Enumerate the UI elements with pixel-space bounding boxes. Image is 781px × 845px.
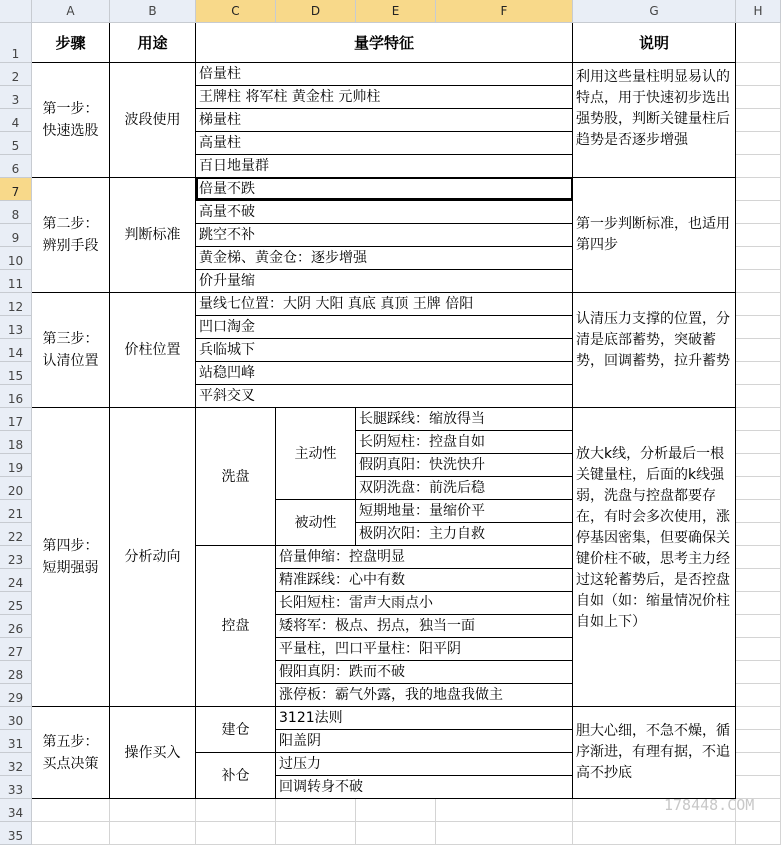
empty-cell[interactable]: [736, 454, 781, 477]
row-header[interactable]: 22: [0, 523, 32, 546]
column-header[interactable]: B: [110, 0, 196, 23]
row-header[interactable]: 30: [0, 707, 32, 730]
feature-cell[interactable]: 假阳真阴：跌而不破: [276, 661, 573, 684]
row-header[interactable]: 7: [0, 178, 32, 201]
feature-cell[interactable]: 阳盖阴: [276, 730, 573, 753]
empty-cell[interactable]: [356, 822, 436, 845]
control-label[interactable]: 控盘: [196, 546, 276, 707]
step5-use[interactable]: 操作买入: [110, 707, 196, 799]
empty-cell[interactable]: [736, 270, 781, 293]
active-cell-cursor: [196, 177, 573, 200]
row-header[interactable]: 28: [0, 661, 32, 684]
empty-cell[interactable]: [736, 546, 781, 569]
step3-use[interactable]: 价柱位置: [110, 293, 196, 408]
empty-cell[interactable]: [736, 178, 781, 201]
feature-cell[interactable]: 量线七位置：大阴 大阳 真底 真顶 王牌 倍阳: [196, 293, 573, 316]
row-header[interactable]: 10: [0, 247, 32, 270]
feature-cell[interactable]: 矮将军：极点、拐点，独当一面: [276, 615, 573, 638]
wash-active-label[interactable]: 主动性: [276, 408, 356, 500]
step5-cell[interactable]: 第五步：买点决策: [32, 707, 110, 799]
feature-cell[interactable]: 长腿踩线：缩放得当: [356, 408, 573, 431]
header-use[interactable]: 用途: [110, 23, 196, 63]
row-header[interactable]: 4: [0, 109, 32, 132]
empty-cell[interactable]: [736, 86, 781, 109]
empty-cell[interactable]: [573, 822, 736, 845]
column-header[interactable]: A: [32, 0, 110, 23]
empty-cell[interactable]: [736, 753, 781, 776]
empty-cell[interactable]: [736, 201, 781, 224]
build-label[interactable]: 建仓: [196, 707, 276, 753]
step4-cell[interactable]: 第四步：短期强弱: [32, 408, 110, 707]
feature-cell[interactable]: 凹口淘金: [196, 316, 573, 339]
column-header[interactable]: F: [436, 0, 573, 23]
row-header[interactable]: 12: [0, 293, 32, 316]
feature-cell[interactable]: 长阴短柱：控盘自如: [356, 431, 573, 454]
feature-cell[interactable]: 站稳凹峰: [196, 362, 573, 385]
row-header[interactable]: 14: [0, 339, 32, 362]
empty-cell[interactable]: [736, 477, 781, 500]
feature-cell[interactable]: 涨停板：霸气外露，我的地盘我做主: [276, 684, 573, 707]
feature-cell[interactable]: 极阴次阳：主力自救: [356, 523, 573, 546]
row-header[interactable]: 21: [0, 500, 32, 523]
empty-cell[interactable]: [736, 638, 781, 661]
empty-cell[interactable]: [736, 592, 781, 615]
empty-cell[interactable]: [110, 822, 196, 845]
select-all-corner[interactable]: [0, 0, 32, 23]
empty-cell[interactable]: [436, 822, 573, 845]
feature-cell[interactable]: 双阴洗盘：前洗后稳: [356, 477, 573, 500]
row-header[interactable]: 8: [0, 201, 32, 224]
empty-cell[interactable]: [276, 799, 356, 822]
wash-passive-label[interactable]: 被动性: [276, 500, 356, 546]
feature-cell[interactable]: 短期地量：量缩价平: [356, 500, 573, 523]
empty-cell[interactable]: [196, 822, 276, 845]
row-header[interactable]: 29: [0, 684, 32, 707]
watermark: 178448.COM: [664, 796, 755, 814]
step5-note[interactable]: 胆大心细，不急不燥，循序渐进，有理有据，不追高不抄底: [573, 707, 736, 799]
header-note[interactable]: 说明: [573, 23, 736, 63]
empty-cell[interactable]: [736, 109, 781, 132]
feature-cell[interactable]: 百日地量群: [196, 155, 573, 178]
row-header[interactable]: 2: [0, 63, 32, 86]
empty-cell[interactable]: [32, 822, 110, 845]
step1-cell[interactable]: 第一步：快速选股: [32, 63, 110, 178]
row-header[interactable]: 25: [0, 592, 32, 615]
feature-cell[interactable]: 黄金梯、黄金仓：逐步增强: [196, 247, 573, 270]
empty-cell[interactable]: [436, 799, 573, 822]
step1-use[interactable]: 波段使用: [110, 63, 196, 178]
row-header[interactable]: 31: [0, 730, 32, 753]
row-header[interactable]: 16: [0, 385, 32, 408]
empty-cell[interactable]: [736, 569, 781, 592]
feature-cell[interactable]: 倍量柱: [196, 63, 573, 86]
row-header[interactable]: 24: [0, 569, 32, 592]
empty-cell[interactable]: [356, 799, 436, 822]
empty-cell[interactable]: [736, 408, 781, 431]
empty-cell[interactable]: [736, 362, 781, 385]
row-header[interactable]: 1: [0, 23, 32, 63]
feature-cell[interactable]: 精准踩线：心中有数: [276, 569, 573, 592]
column-header[interactable]: E: [356, 0, 436, 23]
empty-cell[interactable]: [736, 293, 781, 316]
row-header[interactable]: 13: [0, 316, 32, 339]
row-header[interactable]: 19: [0, 454, 32, 477]
feature-cell[interactable]: 过压力: [276, 753, 573, 776]
header-feature[interactable]: 量学特征: [196, 23, 573, 63]
step2-use[interactable]: 判断标准: [110, 178, 196, 293]
column-header[interactable]: G: [573, 0, 736, 23]
feature-cell[interactable]: 高量柱: [196, 132, 573, 155]
empty-cell[interactable]: [32, 799, 110, 822]
empty-cell[interactable]: [736, 385, 781, 408]
empty-cell[interactable]: [736, 23, 781, 63]
empty-cell[interactable]: [736, 224, 781, 247]
header-step[interactable]: 步骤: [32, 23, 110, 63]
row-header[interactable]: 33: [0, 776, 32, 799]
empty-cell[interactable]: [736, 822, 781, 845]
feature-cell[interactable]: 王牌柱 将军柱 黄金柱 元帅柱: [196, 86, 573, 109]
step3-cell[interactable]: 第三步：认清位置: [32, 293, 110, 408]
feature-cell[interactable]: 价升量缩: [196, 270, 573, 293]
feature-cell[interactable]: 回调转身不破: [276, 776, 573, 799]
empty-cell[interactable]: [736, 339, 781, 362]
empty-cell[interactable]: [736, 523, 781, 546]
column-header[interactable]: H: [736, 0, 781, 23]
feature-cell[interactable]: 长阳短柱：雷声大雨点小: [276, 592, 573, 615]
feature-cell[interactable]: 兵临城下: [196, 339, 573, 362]
row-header[interactable]: 27: [0, 638, 32, 661]
empty-cell[interactable]: [736, 707, 781, 730]
feature-cell[interactable]: 倍量不跌: [196, 178, 573, 201]
step1-note[interactable]: 利用这些量柱明显易认的特点，用于快速初步选出强势股，判断关键量柱后趋势是否逐步增强: [573, 63, 736, 178]
feature-cell[interactable]: 平量柱，凹口平量柱：阳平阴: [276, 638, 573, 661]
empty-cell[interactable]: [736, 615, 781, 638]
row-header[interactable]: 9: [0, 224, 32, 247]
step4-note[interactable]: 放大k线，分析最后一根关键量柱，后面的k线强弱，洗盘与控盘都要存在，有时会多次使用，涨停基因密集，但要确保关键价柱不破，思考主力经过这轮蓄势后，是否控盘自如（如：缩量情况价柱自如上下）: [573, 408, 736, 707]
empty-cell[interactable]: [736, 155, 781, 178]
row-header[interactable]: 18: [0, 431, 32, 454]
feature-cell[interactable]: 梯量柱: [196, 109, 573, 132]
column-header[interactable]: C: [196, 0, 276, 23]
empty-cell[interactable]: [736, 500, 781, 523]
feature-cell[interactable]: 跳空不补: [196, 224, 573, 247]
row-header[interactable]: 23: [0, 546, 32, 569]
step2-note[interactable]: 第一步判断标准，也适用第四步: [573, 178, 736, 293]
feature-cell[interactable]: 3121法则: [276, 707, 573, 730]
row-header[interactable]: 11: [0, 270, 32, 293]
step2-cell[interactable]: 第二步：辨别手段: [32, 178, 110, 293]
feature-cell[interactable]: 假阴真阳：快洗快升: [356, 454, 573, 477]
step4-use[interactable]: 分析动向: [110, 408, 196, 707]
column-header[interactable]: D: [276, 0, 356, 23]
add-label[interactable]: 补仓: [196, 753, 276, 799]
step3-note[interactable]: 认清压力支撑的位置，分清是底部蓄势，突破蓄势，回调蓄势，拉升蓄势: [573, 293, 736, 408]
row-header[interactable]: 3: [0, 86, 32, 109]
row-header[interactable]: 17: [0, 408, 32, 431]
feature-cell[interactable]: 倍量伸缩：控盘明显: [276, 546, 573, 569]
empty-cell[interactable]: [736, 730, 781, 753]
feature-cell[interactable]: 高量不破: [196, 201, 573, 224]
row-header[interactable]: 5: [0, 132, 32, 155]
row-header[interactable]: 6: [0, 155, 32, 178]
feature-cell[interactable]: 平斜交叉: [196, 385, 573, 408]
row-header[interactable]: 15: [0, 362, 32, 385]
empty-cell[interactable]: [736, 316, 781, 339]
row-header[interactable]: 35: [0, 822, 32, 845]
empty-cell[interactable]: [110, 799, 196, 822]
wash-label[interactable]: 洗盘: [196, 408, 276, 546]
row-header[interactable]: 20: [0, 477, 32, 500]
empty-cell[interactable]: [736, 661, 781, 684]
empty-cell[interactable]: [276, 822, 356, 845]
empty-cell[interactable]: [736, 684, 781, 707]
empty-cell[interactable]: [736, 247, 781, 270]
row-header[interactable]: 34: [0, 799, 32, 822]
row-header[interactable]: 26: [0, 615, 32, 638]
empty-cell[interactable]: [736, 132, 781, 155]
row-header[interactable]: 32: [0, 753, 32, 776]
empty-cell[interactable]: [736, 63, 781, 86]
empty-cell[interactable]: [196, 799, 276, 822]
empty-cell[interactable]: [736, 431, 781, 454]
